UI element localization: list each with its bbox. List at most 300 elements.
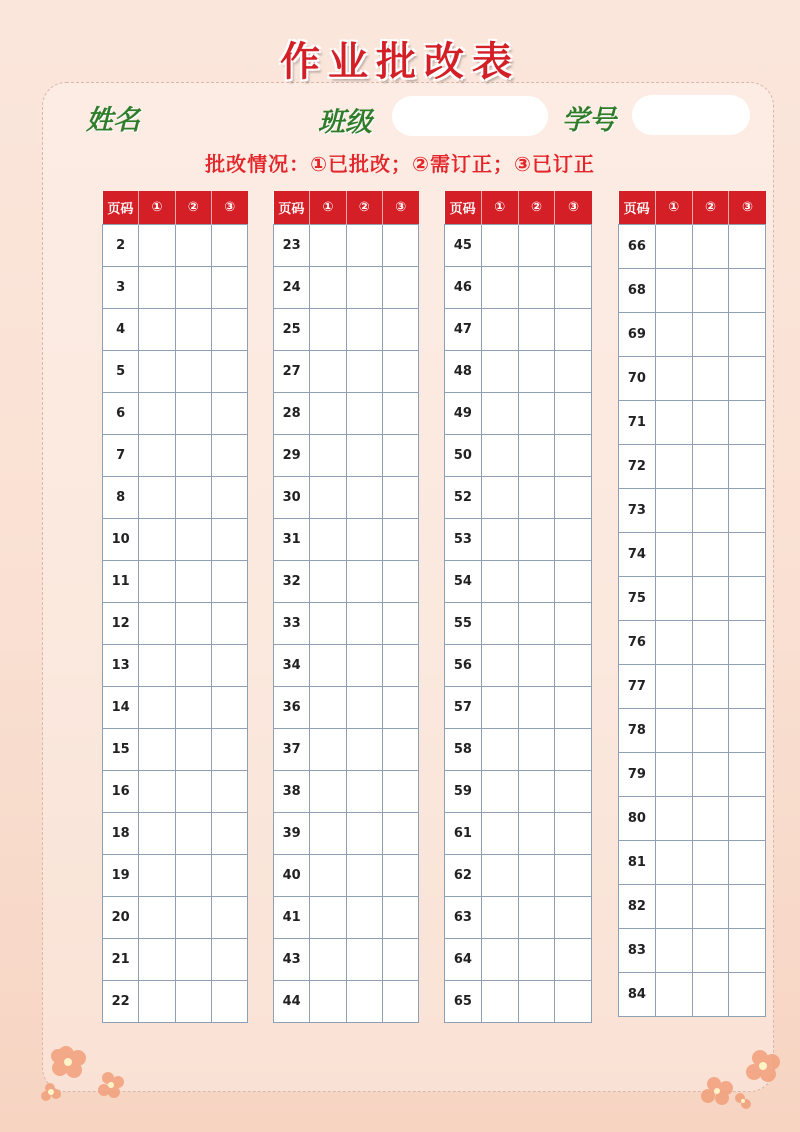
page-number-cell: 63 — [445, 897, 482, 939]
status-cell-1[interactable] — [655, 797, 692, 841]
status-cell-1[interactable] — [139, 519, 175, 561]
grading-table-1 — [102, 191, 248, 1023]
status-cell-3[interactable] — [729, 577, 766, 621]
status-cell-1[interactable] — [655, 357, 692, 401]
table-row — [619, 313, 766, 357]
page-number-cell: 78 — [619, 709, 656, 753]
status-cell-1[interactable] — [655, 973, 692, 1017]
status-cell-2[interactable] — [692, 929, 729, 973]
status-cell-2[interactable] — [175, 771, 211, 813]
status-cell-3[interactable] — [211, 771, 247, 813]
status-cell-3[interactable] — [211, 519, 247, 561]
status-cell-1[interactable] — [481, 771, 518, 813]
status-cell-1[interactable] — [481, 519, 518, 561]
table-row — [619, 973, 766, 1017]
status-cell-3[interactable] — [211, 939, 247, 981]
status-cell-1[interactable] — [655, 665, 692, 709]
status-cell-2[interactable] — [692, 533, 729, 577]
status-cell-3[interactable] — [729, 269, 766, 313]
status-cell-2[interactable] — [346, 603, 382, 645]
status-cell-3[interactable] — [211, 603, 247, 645]
page-number-cell: 58 — [445, 729, 482, 771]
page-number-cell: 33 — [274, 603, 310, 645]
status-cell-1[interactable] — [655, 621, 692, 665]
status-cell-1[interactable] — [139, 813, 175, 855]
table-row — [274, 603, 419, 645]
status-cell-3[interactable] — [729, 621, 766, 665]
page-number-cell: 75 — [619, 577, 656, 621]
table-row — [274, 687, 419, 729]
page-number-cell: 82 — [619, 885, 656, 929]
status-cell-2[interactable] — [692, 401, 729, 445]
status-cell-1[interactable] — [310, 813, 346, 855]
header-status-2: ② — [175, 191, 211, 225]
status-cell-1[interactable] — [481, 729, 518, 771]
table-row — [445, 897, 592, 939]
status-cell-1[interactable] — [139, 855, 175, 897]
status-cell-2[interactable] — [346, 351, 382, 393]
status-cell-2[interactable] — [518, 729, 555, 771]
status-cell-3[interactable] — [211, 393, 247, 435]
status-cell-3[interactable] — [382, 687, 418, 729]
status-cell-2[interactable] — [518, 981, 555, 1023]
status-cell-3[interactable] — [211, 813, 247, 855]
table-row — [274, 939, 419, 981]
page-number-cell: 18 — [103, 813, 139, 855]
status-cell-2[interactable] — [346, 771, 382, 813]
status-cell-2[interactable] — [346, 477, 382, 519]
status-cell-2[interactable] — [175, 225, 211, 267]
status-cell-2[interactable] — [692, 797, 729, 841]
status-cell-2[interactable] — [346, 225, 382, 267]
status-cell-3[interactable] — [211, 729, 247, 771]
page-number-cell: 70 — [619, 357, 656, 401]
status-cell-3[interactable] — [555, 393, 592, 435]
status-cell-3[interactable] — [382, 729, 418, 771]
page-number-cell: 10 — [103, 519, 139, 561]
status-cell-2[interactable] — [175, 519, 211, 561]
status-cell-2[interactable] — [692, 841, 729, 885]
status-cell-3[interactable] — [555, 351, 592, 393]
page-number-cell: 30 — [274, 477, 310, 519]
status-cell-3[interactable] — [382, 477, 418, 519]
status-cell-1[interactable] — [481, 897, 518, 939]
status-cell-1[interactable] — [310, 267, 346, 309]
status-cell-1[interactable] — [139, 225, 175, 267]
status-cell-2[interactable] — [175, 267, 211, 309]
table-row — [103, 729, 248, 771]
status-cell-2[interactable] — [518, 645, 555, 687]
table-row — [619, 533, 766, 577]
table-row — [103, 603, 248, 645]
status-cell-1[interactable] — [655, 929, 692, 973]
table-row — [619, 797, 766, 841]
status-cell-1[interactable] — [481, 561, 518, 603]
status-cell-1[interactable] — [481, 855, 518, 897]
status-cell-1[interactable] — [139, 687, 175, 729]
status-cell-1[interactable] — [310, 771, 346, 813]
status-cell-3[interactable] — [382, 267, 418, 309]
status-cell-2[interactable] — [518, 225, 555, 267]
status-cell-3[interactable] — [729, 973, 766, 1017]
status-cell-3[interactable] — [382, 603, 418, 645]
status-cell-1[interactable] — [310, 687, 346, 729]
status-cell-3[interactable] — [211, 435, 247, 477]
table-row — [619, 445, 766, 489]
status-cell-1[interactable] — [139, 435, 175, 477]
student-id-field[interactable] — [632, 95, 750, 135]
status-cell-2[interactable] — [175, 603, 211, 645]
status-cell-2[interactable] — [175, 939, 211, 981]
status-cell-2[interactable] — [692, 313, 729, 357]
status-cell-2[interactable] — [346, 855, 382, 897]
status-cell-3[interactable] — [729, 885, 766, 929]
status-cell-2[interactable] — [346, 939, 382, 981]
status-cell-2[interactable] — [518, 351, 555, 393]
status-cell-1[interactable] — [481, 687, 518, 729]
status-cell-2[interactable] — [518, 435, 555, 477]
status-cell-2[interactable] — [346, 981, 382, 1023]
status-cell-1[interactable] — [139, 645, 175, 687]
page-number-cell: 27 — [274, 351, 310, 393]
status-cell-2[interactable] — [175, 981, 211, 1023]
status-cell-3[interactable] — [555, 645, 592, 687]
status-cell-1[interactable] — [655, 313, 692, 357]
status-cell-2[interactable] — [692, 357, 729, 401]
status-cell-1[interactable] — [310, 225, 346, 267]
status-cell-2[interactable] — [692, 753, 729, 797]
table-row — [619, 577, 766, 621]
status-cell-3[interactable] — [729, 313, 766, 357]
status-cell-2[interactable] — [175, 351, 211, 393]
table-row — [103, 813, 248, 855]
status-cell-3[interactable] — [555, 267, 592, 309]
status-cell-1[interactable] — [655, 753, 692, 797]
status-cell-3[interactable] — [211, 897, 247, 939]
status-cell-1[interactable] — [139, 309, 175, 351]
status-cell-1[interactable] — [139, 351, 175, 393]
page-number-cell: 50 — [445, 435, 482, 477]
status-cell-2[interactable] — [518, 771, 555, 813]
status-cell-2[interactable] — [518, 603, 555, 645]
status-cell-3[interactable] — [382, 645, 418, 687]
status-cell-1[interactable] — [139, 393, 175, 435]
page-number-cell: 73 — [619, 489, 656, 533]
status-cell-1[interactable] — [481, 939, 518, 981]
table-row — [445, 729, 592, 771]
status-cell-1[interactable] — [481, 267, 518, 309]
status-cell-3[interactable] — [729, 445, 766, 489]
status-cell-2[interactable] — [692, 489, 729, 533]
status-cell-1[interactable] — [481, 435, 518, 477]
status-cell-3[interactable] — [555, 897, 592, 939]
status-cell-3[interactable] — [729, 489, 766, 533]
status-cell-3[interactable] — [211, 981, 247, 1023]
status-cell-3[interactable] — [211, 561, 247, 603]
page-number-cell: 69 — [619, 313, 656, 357]
status-cell-2[interactable] — [692, 665, 729, 709]
status-cell-2[interactable] — [692, 577, 729, 621]
status-cell-1[interactable] — [310, 603, 346, 645]
status-cell-3[interactable] — [382, 225, 418, 267]
page-number-cell: 79 — [619, 753, 656, 797]
status-cell-1[interactable] — [310, 435, 346, 477]
table-row — [445, 855, 592, 897]
status-cell-3[interactable] — [211, 645, 247, 687]
class-field[interactable] — [392, 96, 548, 136]
status-cell-2[interactable] — [518, 939, 555, 981]
status-cell-2[interactable] — [175, 435, 211, 477]
status-cell-1[interactable] — [310, 645, 346, 687]
status-cell-2[interactable] — [346, 729, 382, 771]
status-cell-1[interactable] — [481, 351, 518, 393]
status-cell-3[interactable] — [211, 309, 247, 351]
status-cell-3[interactable] — [729, 709, 766, 753]
status-cell-3[interactable] — [729, 357, 766, 401]
status-cell-3[interactable] — [729, 225, 766, 269]
status-cell-2[interactable] — [518, 813, 555, 855]
status-cell-3[interactable] — [211, 267, 247, 309]
table-row — [445, 771, 592, 813]
status-cell-2[interactable] — [692, 973, 729, 1017]
status-cell-1[interactable] — [139, 729, 175, 771]
status-cell-1[interactable] — [139, 771, 175, 813]
status-cell-3[interactable] — [382, 813, 418, 855]
status-cell-1[interactable] — [655, 577, 692, 621]
table-row — [445, 939, 592, 981]
page-number-cell: 14 — [103, 687, 139, 729]
page-number-cell: 21 — [103, 939, 139, 981]
status-cell-1[interactable] — [310, 393, 346, 435]
header-status-1: ① — [139, 191, 175, 225]
status-cell-3[interactable] — [729, 401, 766, 445]
status-cell-1[interactable] — [655, 489, 692, 533]
status-cell-3[interactable] — [382, 519, 418, 561]
status-cell-1[interactable] — [481, 309, 518, 351]
table-row — [619, 885, 766, 929]
status-cell-1[interactable] — [310, 561, 346, 603]
status-cell-1[interactable] — [310, 855, 346, 897]
page-number-cell: 83 — [619, 929, 656, 973]
status-cell-2[interactable] — [175, 729, 211, 771]
table-row — [103, 477, 248, 519]
status-cell-3[interactable] — [211, 477, 247, 519]
header-status-2: ② — [346, 191, 382, 225]
status-cell-3[interactable] — [555, 225, 592, 267]
status-cell-2[interactable] — [692, 885, 729, 929]
status-cell-3[interactable] — [555, 855, 592, 897]
header-page-number: 页码 — [445, 191, 482, 225]
page-number-cell: 45 — [445, 225, 482, 267]
page-number-cell: 13 — [103, 645, 139, 687]
status-cell-1[interactable] — [310, 939, 346, 981]
status-cell-3[interactable] — [211, 351, 247, 393]
status-cell-1[interactable] — [655, 225, 692, 269]
status-cell-1[interactable] — [139, 939, 175, 981]
status-cell-3[interactable] — [555, 603, 592, 645]
page-number-cell: 65 — [445, 981, 482, 1023]
table-row — [445, 645, 592, 687]
status-cell-3[interactable] — [729, 929, 766, 973]
status-cell-2[interactable] — [175, 645, 211, 687]
page-number-cell: 74 — [619, 533, 656, 577]
status-cell-2[interactable] — [346, 897, 382, 939]
page-number-cell: 31 — [274, 519, 310, 561]
table-row — [445, 309, 592, 351]
status-cell-3[interactable] — [555, 435, 592, 477]
status-cell-2[interactable] — [518, 477, 555, 519]
status-cell-3[interactable] — [555, 729, 592, 771]
status-cell-3[interactable] — [382, 435, 418, 477]
status-cell-3[interactable] — [382, 393, 418, 435]
page-number-cell: 47 — [445, 309, 482, 351]
table-row — [103, 225, 248, 267]
status-cell-2[interactable] — [175, 855, 211, 897]
status-cell-2[interactable] — [346, 813, 382, 855]
status-cell-2[interactable] — [175, 477, 211, 519]
status-cell-2[interactable] — [692, 225, 729, 269]
status-cell-1[interactable] — [310, 897, 346, 939]
table-row — [619, 357, 766, 401]
status-cell-1[interactable] — [310, 309, 346, 351]
status-cell-2[interactable] — [346, 561, 382, 603]
header-page-number: 页码 — [619, 191, 656, 225]
status-cell-1[interactable] — [139, 897, 175, 939]
status-cell-3[interactable] — [211, 687, 247, 729]
page-number-cell: 66 — [619, 225, 656, 269]
status-cell-3[interactable] — [729, 533, 766, 577]
status-cell-1[interactable] — [481, 393, 518, 435]
status-cell-1[interactable] — [310, 519, 346, 561]
page-number-cell: 23 — [274, 225, 310, 267]
status-cell-2[interactable] — [346, 687, 382, 729]
status-cell-2[interactable] — [692, 621, 729, 665]
status-cell-1[interactable] — [139, 981, 175, 1023]
status-cell-1[interactable] — [655, 269, 692, 313]
table-header-row — [619, 191, 766, 225]
table-row — [619, 269, 766, 313]
status-cell-2[interactable] — [346, 393, 382, 435]
status-cell-2[interactable] — [346, 435, 382, 477]
status-cell-1[interactable] — [310, 981, 346, 1023]
status-cell-2[interactable] — [175, 309, 211, 351]
status-cell-1[interactable] — [655, 841, 692, 885]
table-row — [274, 519, 419, 561]
table-row — [619, 929, 766, 973]
status-cell-1[interactable] — [139, 603, 175, 645]
name-label: 姓名 — [86, 105, 140, 136]
status-cell-1[interactable] — [655, 885, 692, 929]
page-number-cell: 39 — [274, 813, 310, 855]
status-cell-3[interactable] — [729, 753, 766, 797]
status-cell-3[interactable] — [382, 981, 418, 1023]
status-cell-2[interactable] — [692, 445, 729, 489]
status-cell-3[interactable] — [555, 561, 592, 603]
status-cell-3[interactable] — [555, 981, 592, 1023]
header-status-1: ① — [310, 191, 346, 225]
status-cell-2[interactable] — [518, 519, 555, 561]
status-cell-2[interactable] — [175, 897, 211, 939]
status-cell-3[interactable] — [555, 309, 592, 351]
status-cell-1[interactable] — [310, 477, 346, 519]
table-row — [619, 401, 766, 445]
status-cell-2[interactable] — [346, 267, 382, 309]
status-cell-3[interactable] — [382, 561, 418, 603]
status-cell-3[interactable] — [555, 519, 592, 561]
status-cell-3[interactable] — [555, 939, 592, 981]
grading-table-2 — [273, 191, 419, 1023]
status-cell-1[interactable] — [481, 645, 518, 687]
table-row — [103, 897, 248, 939]
status-cell-3[interactable] — [382, 939, 418, 981]
status-cell-1[interactable] — [481, 981, 518, 1023]
status-cell-1[interactable] — [655, 709, 692, 753]
status-cell-1[interactable] — [655, 533, 692, 577]
status-cell-2[interactable] — [346, 645, 382, 687]
status-cell-3[interactable] — [382, 309, 418, 351]
table-row — [445, 561, 592, 603]
status-cell-3[interactable] — [382, 771, 418, 813]
status-cell-2[interactable] — [175, 687, 211, 729]
status-cell-1[interactable] — [310, 351, 346, 393]
status-cell-2[interactable] — [175, 813, 211, 855]
status-cell-3[interactable] — [382, 897, 418, 939]
status-cell-3[interactable] — [555, 813, 592, 855]
status-cell-1[interactable] — [310, 729, 346, 771]
status-cell-1[interactable] — [481, 603, 518, 645]
status-cell-1[interactable] — [139, 561, 175, 603]
status-cell-2[interactable] — [175, 561, 211, 603]
table-row — [619, 665, 766, 709]
status-cell-3[interactable] — [729, 841, 766, 885]
status-cell-2[interactable] — [692, 269, 729, 313]
status-cell-2[interactable] — [518, 687, 555, 729]
status-cell-3[interactable] — [211, 225, 247, 267]
status-cell-3[interactable] — [211, 855, 247, 897]
status-cell-2[interactable] — [518, 309, 555, 351]
status-cell-2[interactable] — [518, 393, 555, 435]
status-cell-2[interactable] — [346, 309, 382, 351]
status-cell-3[interactable] — [555, 687, 592, 729]
status-cell-2[interactable] — [692, 709, 729, 753]
status-cell-1[interactable] — [655, 401, 692, 445]
status-cell-3[interactable] — [729, 665, 766, 709]
status-cell-2[interactable] — [518, 897, 555, 939]
status-cell-2[interactable] — [518, 855, 555, 897]
status-cell-3[interactable] — [729, 797, 766, 841]
page-number-cell: 48 — [445, 351, 482, 393]
status-cell-1[interactable] — [481, 477, 518, 519]
status-cell-2[interactable] — [175, 393, 211, 435]
status-cell-2[interactable] — [518, 267, 555, 309]
status-cell-3[interactable] — [555, 477, 592, 519]
page-number-cell: 4 — [103, 309, 139, 351]
table-row — [445, 351, 592, 393]
status-cell-1[interactable] — [139, 267, 175, 309]
status-cell-1[interactable] — [655, 445, 692, 489]
status-cell-3[interactable] — [555, 771, 592, 813]
page-number-cell: 16 — [103, 771, 139, 813]
status-cell-3[interactable] — [382, 855, 418, 897]
header-status-3: ③ — [729, 191, 766, 225]
status-cell-1[interactable] — [481, 225, 518, 267]
status-cell-3[interactable] — [382, 351, 418, 393]
status-cell-2[interactable] — [518, 561, 555, 603]
page-number-cell: 77 — [619, 665, 656, 709]
status-cell-1[interactable] — [139, 477, 175, 519]
status-cell-1[interactable] — [481, 813, 518, 855]
status-cell-2[interactable] — [346, 519, 382, 561]
